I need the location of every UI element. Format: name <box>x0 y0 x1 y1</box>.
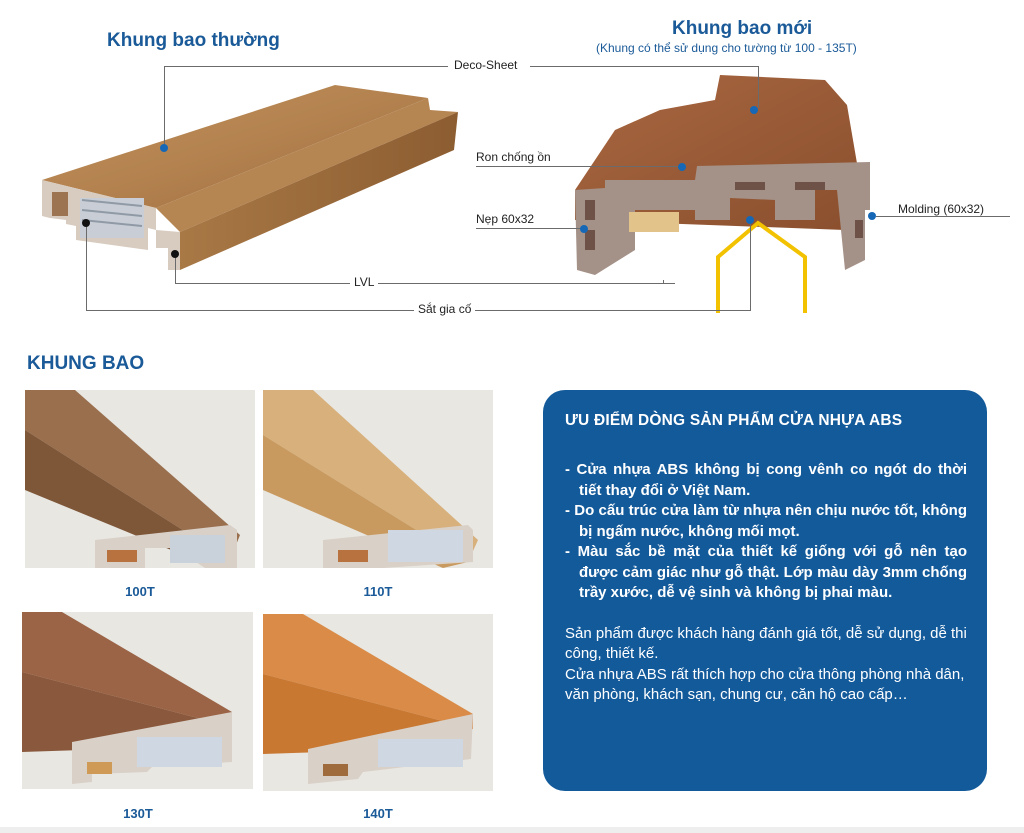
right-frame-title: Khung bao mới <box>672 18 813 39</box>
advantage-bullet: - Cửa nhựa ABS không bị cong vênh co ngót do thời tiết thay đổi ở Việt Nam. <box>565 461 967 499</box>
catalog-section-title: KHUNG BAO <box>27 353 145 374</box>
paragraph-rating: Sản phẩm được khách hàng đánh giá tốt, dễ sử dụng, dễ thi công, thiết kế. <box>565 624 967 662</box>
advantage-bullet: - Do cấu trúc cửa làm từ nhựa nên chịu nước tốt, không bị ngấm nước, không mối mọt. <box>565 502 967 540</box>
label-lvl: LVL <box>350 275 378 289</box>
frame-110t-image <box>263 390 493 568</box>
right-frame-subtitle: (Khung có thể sử dụng cho tường từ 100 - 135T) <box>596 41 857 55</box>
frame-140t-image <box>263 614 493 791</box>
standard-frame-illustration <box>20 80 480 280</box>
product-tile-100t[interactable] <box>25 390 255 568</box>
advantages-paragraph <box>565 624 967 706</box>
label-ron-chong-on: Ron chống ồn <box>472 150 555 164</box>
wall-arrow-icon <box>718 223 805 313</box>
product-caption-130t: 130T <box>123 806 153 821</box>
product-tile-130t[interactable] <box>22 612 253 789</box>
label-deco-sheet: Deco-Sheet <box>450 58 521 72</box>
advantages-title: ƯU ĐIỂM DÒNG SẢN PHẨM CỬA NHỰA ABS <box>565 412 903 429</box>
bottom-divider <box>0 827 1024 833</box>
frame-130t-image <box>22 612 253 789</box>
product-caption-110t: 110T <box>363 584 393 599</box>
label-molding: Molding (60x32) <box>894 202 988 216</box>
paragraph-usage: Cửa nhựa ABS rất thích hợp cho cửa thông phòng nhà dân, văn phòng, khách sạn, chung cư, căn hộ cao cấp… <box>565 665 965 703</box>
frame-100t-image <box>25 390 255 568</box>
advantages-panel <box>543 390 987 791</box>
product-tile-110t[interactable] <box>263 390 493 568</box>
label-nep: Nẹp 60x32 <box>472 212 538 226</box>
product-caption-140t: 140T <box>363 806 393 821</box>
product-tile-140t[interactable] <box>263 614 493 791</box>
advantage-bullet: - Màu sắc bề mặt của thiết kế giống với gỗ nên tạo được cảm giác như gỗ thật. Lớp màu dày 3mm chống trầy xước, dễ vệ sinh và không bị phai màu. <box>565 543 967 601</box>
label-sat-gia-co: Sắt gia cố <box>414 302 475 316</box>
product-caption-100t: 100T <box>125 584 155 599</box>
left-frame-title: Khung bao thường <box>107 30 280 51</box>
